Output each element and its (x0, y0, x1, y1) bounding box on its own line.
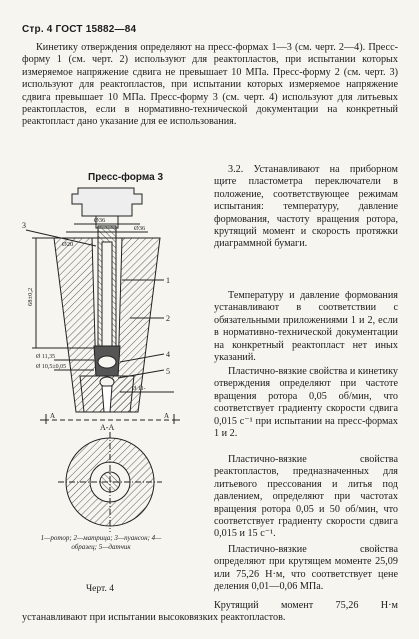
callout-4: 4 (166, 350, 170, 359)
section-mark-right: А (164, 412, 170, 420)
section-mark-left: А (50, 412, 56, 420)
page-header: Стр. 4 ГОСТ 15882—84 (22, 24, 137, 35)
paragraph-torque (214, 544, 398, 594)
intro-paragraph (22, 42, 398, 129)
paragraph-torque-text: Пластично-вязкие свойства определяют при крутящем моменте 25,09 или 75,26 Н·м, что соответствует цене деления 0,01—0,06 МПа. (214, 544, 398, 593)
intro-text: Кинетику отверждения определяют на пресс-формах 1—3 (см. черт. 2—4). Пресс-форму 1 (см. черт. 2) используют для реактопластов, при испытании которых измеряемое напряжение сдвига не превышает 10 МПа. Пресс-форму 2 (см. черт. 3) используют для реактопластов, при испытании которых измеряемое напряжение сдвига превышает 10 МПа. Пресс-форму 3 (см. черт. 4) используют для литьевых реактопластов, если в нормативно-технической документации на конкретный реактопласт дано указание для ее использования. (22, 42, 398, 128)
dim-inner-diameter: Ø20 (62, 241, 74, 248)
paragraph-injection-text: Пластично-вязкие свойства реактопластов, предназначенных для литьевого прессования и литья под давлением, определяют при частотах вращения ротора 0,05 и 50 об/мин, что соответствует градиенту скорости сдвига 0,015 и 15 с⁻¹. (214, 454, 398, 540)
section-label: А-А (100, 423, 115, 432)
dim-height: 68±0,2 (27, 287, 34, 306)
callout-3: 3 (22, 221, 26, 230)
figure-legend: 1—ротор; 2—матрица; 3—пуансон; 4—образец; 5—датчик (40, 534, 162, 551)
paragraph-3-2 (214, 164, 398, 251)
dim-outer-diameter: Ø36 (134, 225, 146, 232)
paragraph-kinetics (214, 366, 398, 440)
callout-2: 2 (166, 314, 170, 323)
dim-cavity-diameter: Ø 11,35 (36, 354, 56, 360)
paragraph-temperature-text: Температуру и давление формования устанавливают в соответствии с обязательными приложениями 1 и 2, если в нормативно-технической документации на конкретный реактопласт нет иных указаний. (214, 290, 398, 364)
paragraph-injection (214, 454, 398, 541)
paragraph-kinetics-text: Пластично-вязкие свойства и кинетику отверждения определяют при частоте вращения ротора 0,05 об/мин, что соответствует градиенту скорости сдвига 0,015 с⁻¹ при испытании на пресс-формах 1 и 2. (214, 366, 399, 440)
callout-1: 1 (166, 276, 170, 285)
paragraph-3-2-text: 3.2. Устанавливают на приборном щите пластометра переключатели в положение, соответствующее режимам испытания: температуру, давление формования, частоту вращения ротора, крутящий момент и скорость протяжки диаграммной бумаги. (214, 164, 398, 250)
callout-5: 5 (166, 367, 170, 376)
press-mold-drawing (14, 186, 204, 558)
paragraph-temperature (214, 290, 398, 364)
closing-text: Крутящий момент 75,26 Н·м устанавливают при испытании высоковязких реактопластов. (22, 600, 398, 624)
dim-specimen-diameter: Ø 10,5±0,05 (36, 364, 67, 370)
closing-paragraph (22, 600, 398, 625)
figure-title: Пресс-форма 3 (88, 172, 164, 183)
chert-label: Черт. 4 (86, 584, 114, 594)
dim-lower-diameter: Ø 11- (132, 386, 146, 392)
dim-top-diameter: Ø36 (94, 217, 106, 224)
